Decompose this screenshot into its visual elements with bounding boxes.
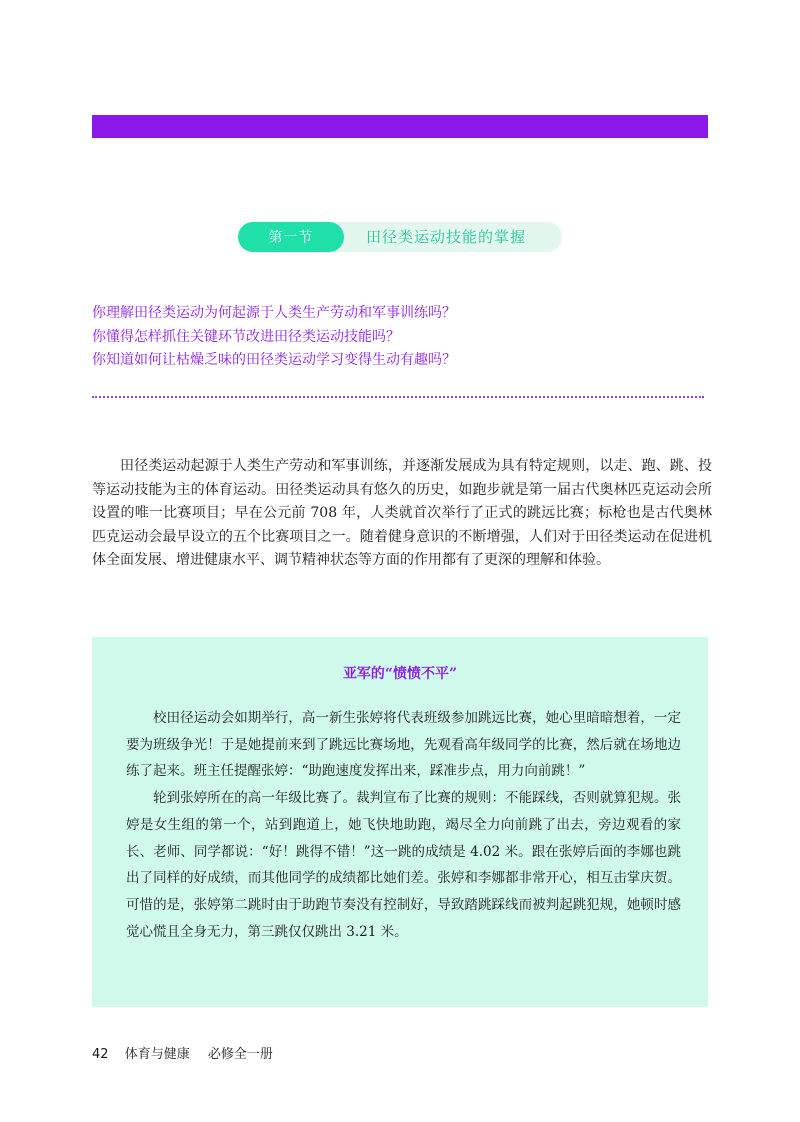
page-footer [92, 1043, 273, 1062]
section-number-tag: 第一节 [238, 222, 344, 252]
volume-label: 必修全一册 [207, 1047, 273, 1062]
intro-paragraph: 田径类运动起源于人类生产劳动和军事训练，并逐渐发展成为具有特定规则，以走、跑、跳、投等运动技能为主的体育运动。田径类运动具有悠久的历史，如跑步就是第一届古代奥林匹克运动会所设置的唯一比赛项目；早在公元前 708 年，人类就首次举行了正式的跳远比赛；标枪也是古代奥林匹克运动会最早设立的五个比赛项目之一。随着健身意识的不断增强，人们对于田径类运动在促进机体全面发展、增进健康水平、调节精神状态等方面的作用都有了更深的理解和体验。 [92, 458, 712, 568]
guiding-question: 你理解田径类运动为何起源于人类生产劳动和军事训练吗？ [92, 305, 456, 321]
case-paragraph: 校田径运动会如期举行，高一新生张婷将代表班级参加跳远比赛，她心里暗暗想着，一定要为班级争光！于是她提前来到了跳远比赛场地，先观看高年级同学的比赛，然后就在场地边练了起来。班主任提醒张婷：“助跑速度发挥出来，踩准步点，用力向前跳！” [126, 710, 681, 780]
case-study-body [126, 705, 681, 945]
case-paragraph: 轮到张婷所在的高一年级比赛了。裁判宣布了比赛的规则：不能踩线，否则就算犯规。张婷是女生组的第一个，站到跑道上，她飞快地助跑，竭尽全力向前跳了出去，旁边观看的家长、老师、同学都说：“好！跳得不错！”这一跳的成绩是 4.02 米。跟在张婷后面的李娜也跳出了同样的好成绩，而其他同学的成绩都比她们差。张婷和李娜都非常开心，相互击掌庆贺。可惜的是，张婷第二跳时由于助跑节奏没有控制好，导致踏跳踩线而被判起跳犯规，她顿时感觉心慌且全身无力，第三跳仅仅跳出 3.21 米。 [126, 790, 681, 940]
header-accent-bar [92, 115, 708, 138]
guiding-question: 你知道如何让枯燥乏味的田径类运动学习变得生动有趣吗？ [92, 352, 456, 368]
guiding-question: 你懂得怎样抓住关键环节改进田径类运动技能吗？ [92, 328, 400, 345]
section-heading [238, 222, 562, 252]
case-study-box [92, 637, 708, 1007]
section-title: 田径类运动技能的掌握 [366, 228, 527, 246]
dotted-divider [92, 396, 704, 398]
case-study-title: 亚军的“愤愤不平” [342, 666, 458, 682]
book-title: 体育与健康 [124, 1047, 190, 1062]
guiding-questions [92, 302, 708, 373]
page-number: 42 [92, 1047, 109, 1062]
